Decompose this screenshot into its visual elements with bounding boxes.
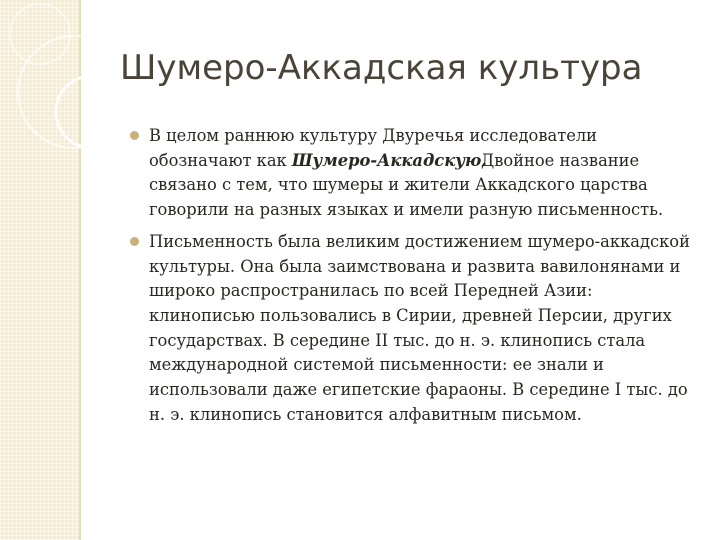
decorative-rings-icon: [0, 0, 130, 160]
bullet-2-text: Письменность была великим достижением шумеро-аккадской культуры. Она была заимствована и развита вавилонянами и широко распространилась по всей Передней Азии: клинописью пользовались в Сирии, древней Персии, других государствах. В середине II тыс. до н. э. клинопись стала международной системой письменности: ее знали и использовали даже египетские фараоны. В середине I тыс. до н. э. клинопись становится алфавитным письмом.: [149, 231, 690, 424]
bullet-1-text-before: В целом раннюю культуру Двуречья исследователи обозначают как: [149, 126, 598, 170]
bullet-1-emphasis: Шумеро-Аккадскую.: [291, 150, 487, 170]
bullet-item-1: [130, 124, 700, 223]
bullet-dot-icon: [130, 237, 139, 246]
bullet-list: [130, 124, 700, 434]
bullet-1-text-after: Двойное название связано с тем, что шумеры и жители Аккадского царства говорили на разных языках и имели разную письменность.: [149, 150, 664, 220]
slide-title: Шумеро-Аккадская культура: [120, 48, 643, 88]
bullet-dot-icon: [130, 131, 139, 140]
bullet-item-2: [130, 230, 700, 428]
